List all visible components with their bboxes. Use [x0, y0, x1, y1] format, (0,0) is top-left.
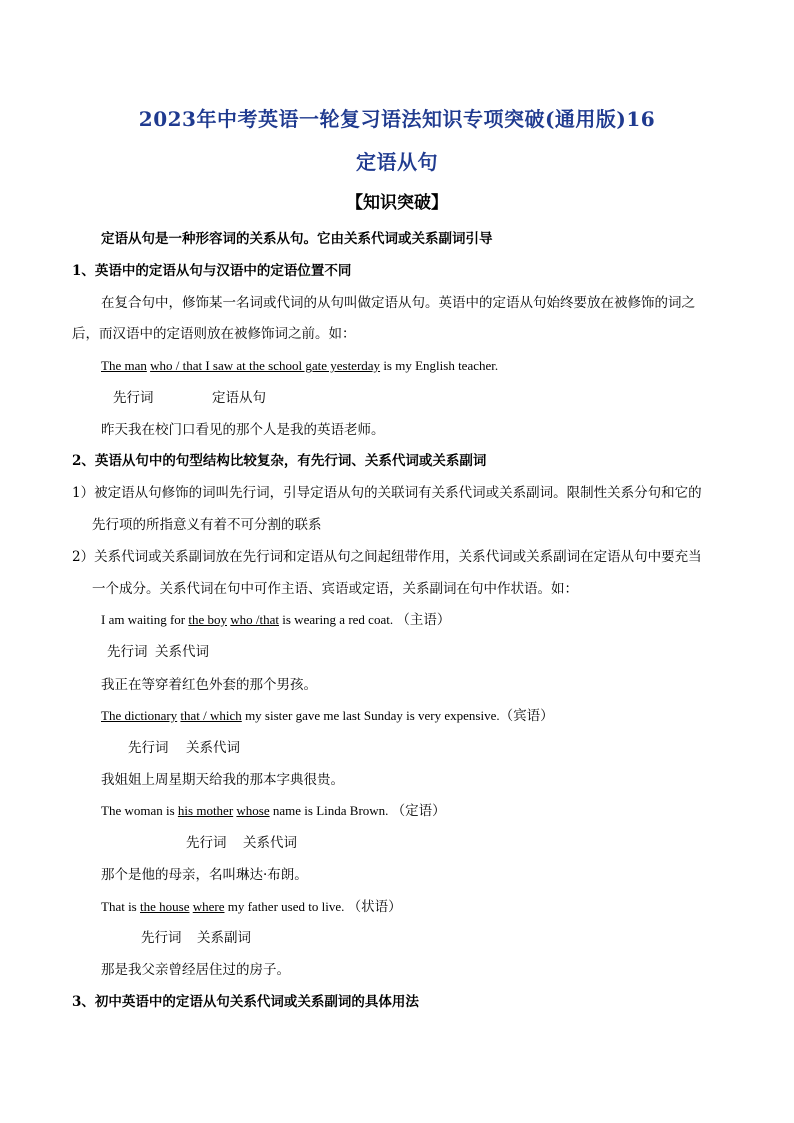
- example-translation: 那是我父亲曾经居住过的房子。: [101, 962, 290, 978]
- grammar-role: （状语）: [347, 899, 402, 915]
- example-sentence: [101, 802, 446, 820]
- grammar-role: （主语）: [396, 612, 451, 628]
- point1-paragraph-line2: 后，而汉语中的定语则放在被修饰词之前。如：: [72, 326, 356, 342]
- label-clause: 定语从句: [212, 390, 266, 406]
- sentence-suffix: is wearing a red coat.: [279, 612, 397, 627]
- document-title: 2023年中考英语一轮复习语法知识专项突破(通用版)16: [138, 107, 656, 131]
- sentence-suffix: my sister gave me last Sunday is very expensive.: [241, 708, 500, 723]
- point2-sub1-line1: 1）被定语从句修饰的词叫先行词，引导定语从句的关联词有关系代词或关系副词。限制性关系分句和它的: [72, 485, 702, 501]
- intro-text: 定语从句是一种形容词的关系从句。它由关系代词或关系副词引导: [101, 231, 493, 247]
- example-sentence: [101, 707, 554, 725]
- label-relative: 关系代词: [243, 835, 297, 851]
- example-antecedent: The man: [101, 358, 147, 373]
- example-translation: 我姐姐上周星期天给我的那本字典很贵。: [101, 772, 344, 788]
- label-relative: 关系代词: [186, 740, 240, 756]
- example-relative: where: [192, 899, 225, 914]
- example-sentence: [101, 611, 450, 629]
- point2-heading: 2、英语从句中的句型结构比较复杂，有先行词、关系代词或关系副词: [72, 453, 487, 469]
- label-antecedent: 先行词: [113, 390, 154, 406]
- example-antecedent: The dictionary: [101, 708, 178, 723]
- example-relative: that / which: [180, 708, 242, 723]
- example-antecedent: the house: [140, 899, 190, 914]
- example-relative: who /that: [230, 612, 280, 627]
- point1-heading: 1、英语中的定语从句与汉语中的定语位置不同: [72, 263, 352, 279]
- sentence-prefix: I am waiting for: [101, 612, 189, 627]
- label-relative: 关系代词: [155, 644, 209, 660]
- point1-translation: 昨天我在校门口看见的那个人是我的英语老师。: [101, 422, 385, 438]
- example-translation: 我正在等穿着红色外套的那个男孩。: [101, 677, 317, 693]
- sentence-suffix: name is Linda Brown.: [269, 803, 392, 818]
- example-sentence: [101, 898, 402, 916]
- point2-sub2-line1: 2）关系代词或关系副词放在先行词和定语从句之间起纽带作用，关系代词或关系副词在定语从句中要充当: [72, 549, 702, 565]
- example-relative: whose: [236, 803, 270, 818]
- point2-sub1-line2: 先行项的所指意义有着不可分割的联系: [92, 517, 322, 533]
- label-antecedent: 先行词: [141, 930, 182, 946]
- example-antecedent: the boy: [188, 612, 228, 627]
- label-antecedent: 先行词: [186, 835, 227, 851]
- sentence-prefix: The woman is: [101, 803, 178, 818]
- example-rest: is my English teacher.: [383, 358, 499, 373]
- example-antecedent: his mother: [177, 803, 234, 818]
- grammar-role: （定语）: [391, 803, 446, 819]
- sentence-prefix: That is: [101, 899, 140, 914]
- grammar-role: （宾语）: [499, 708, 554, 724]
- label-antecedent: 先行词: [128, 740, 169, 756]
- label-antecedent: 先行词: [107, 644, 148, 660]
- example-clause: who / that I saw at the school gate yesterday: [150, 358, 381, 373]
- point2-sub2-line2: 一个成分。关系代词在句中可作主语、宾语或定语，关系副词在句中作状语。如：: [92, 581, 578, 597]
- point3-heading: 3、初中英语中的定语从句关系代词或关系副词的具体用法: [72, 994, 419, 1010]
- section-heading: 【知识突破】: [346, 193, 448, 213]
- example-translation: 那个是他的母亲，名叫琳达·布朗。: [101, 867, 308, 883]
- point1-example-sentence: [101, 357, 498, 375]
- sentence-suffix: my father used to live.: [224, 899, 348, 914]
- document-subtitle: 定语从句: [356, 150, 438, 174]
- point1-paragraph-line1: 在复合句中，修饰某一名词或代词的从句叫做定语从句。英语中的定语从句始终要放在被修饰的词之: [101, 295, 695, 311]
- label-relative: 关系副词: [197, 930, 251, 946]
